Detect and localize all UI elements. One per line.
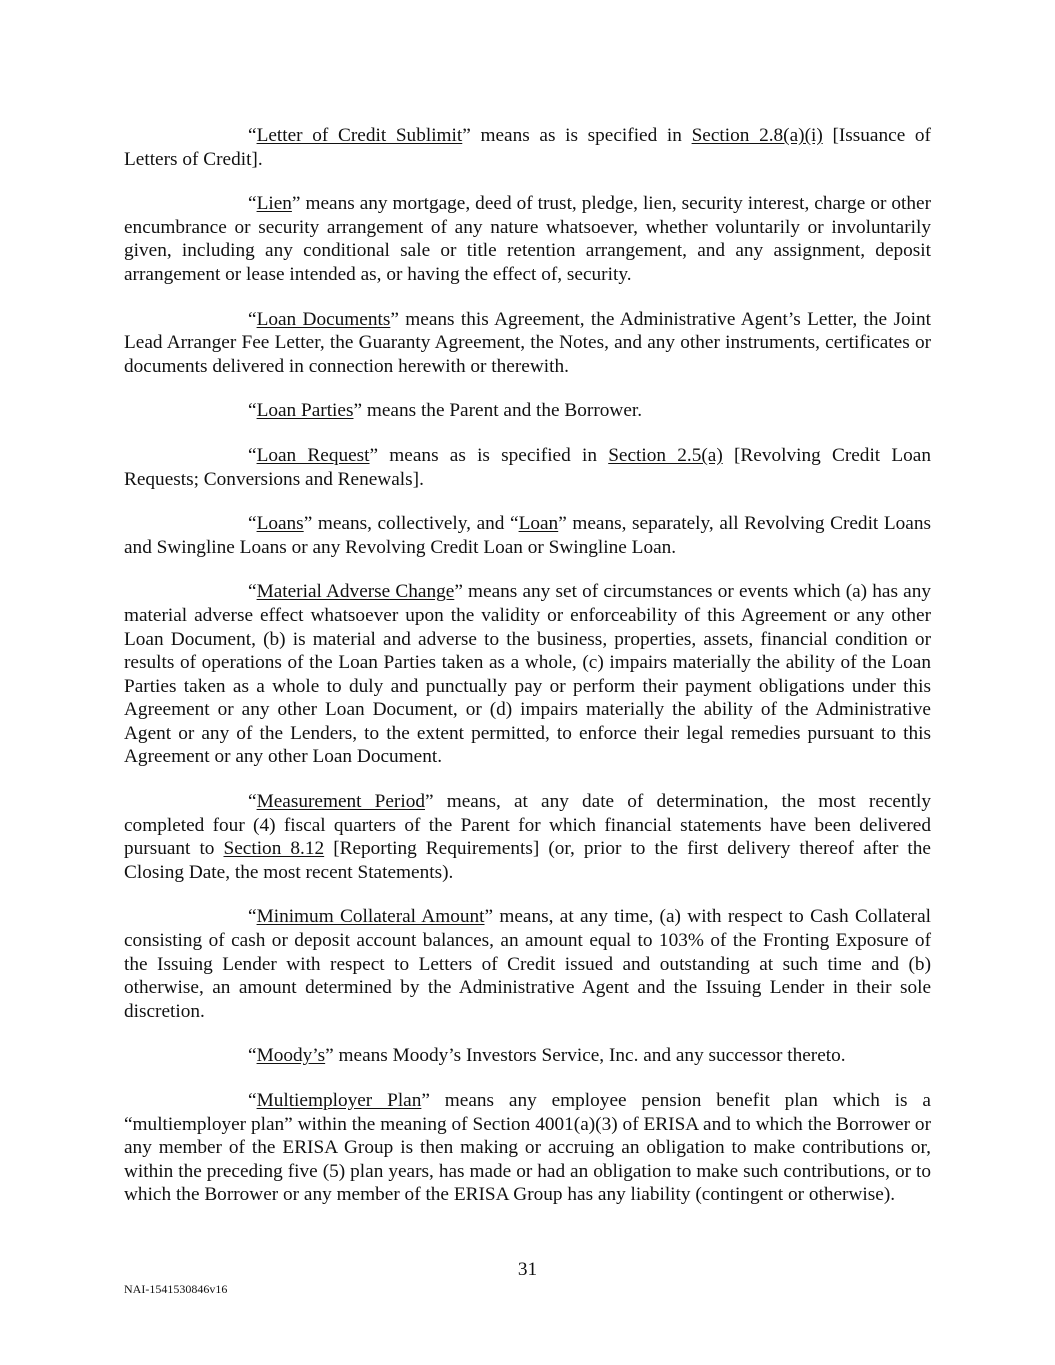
defined-term: Minimum Collateral Amount <box>256 906 485 928</box>
defined-term: Letter of Credit Sublimit <box>256 125 463 146</box>
definition-text: ” means any mortgage, deed of trust, pledge, lien, security interest, charge or other encumbrance or security arrangement of any nature whatsoever, whether voluntarily or involuntarily given, including any conditional sale or title retention arrangement, and any assignment, deposit arrangement or lease intended as, or having the effect of, security. <box>124 193 931 285</box>
definition-text: ” means, collectively, and “ <box>303 513 519 535</box>
defined-term: Multiemployer Plan <box>256 1090 422 1111</box>
definition-paragraph <box>124 444 931 491</box>
definition-text: “ <box>248 906 257 928</box>
defined-term: Loan <box>518 513 559 535</box>
definition-text: ” means this Agreement, the Administrative Agent’s Letter, the Joint Lead Arranger Fee Letter, the Guaranty Agreement, the Notes, and any other instruments, certificates or documents delivered in connection herewith or therewith. <box>124 308 931 377</box>
defined-term: Section 2.5(a) <box>608 444 723 466</box>
definition-paragraph <box>124 399 931 423</box>
definition-text: “ <box>248 1045 257 1067</box>
defined-term: Loan Documents <box>256 308 391 330</box>
definition-paragraph <box>124 124 931 171</box>
defined-term: Moody’s <box>256 1045 326 1067</box>
definition-text: “ <box>248 125 257 146</box>
definition-paragraph <box>124 790 931 884</box>
definition-text: “ <box>248 400 257 422</box>
defined-term: Loan Parties <box>256 400 354 422</box>
definition-text: ” means, at any date of determination, the most recently completed four (4) fiscal quarters of the Parent for which financial statements have been delivered pursuant to <box>124 791 931 860</box>
definition-text: [Reporting Requirements] (or, prior to the first delivery thereof after the Closing Date, the most recent Statements). <box>124 838 931 883</box>
defined-term: Section 2.8(a)(i) <box>691 125 823 146</box>
defined-term: Loans <box>256 513 304 535</box>
definition-text: ” means as is specified in <box>462 125 692 146</box>
definition-paragraph <box>124 192 931 286</box>
definition-paragraph <box>124 512 931 559</box>
defined-term: Lien <box>256 193 292 215</box>
definition-text: ” means Moody’s Investors Service, Inc. and any successor thereto. <box>325 1045 846 1067</box>
definition-text: [Issuance of Letters of Credit]. <box>124 125 931 170</box>
document-body <box>124 124 931 1228</box>
defined-term: Measurement Period <box>256 791 425 813</box>
definitions-list <box>124 124 931 1207</box>
definition-text: “ <box>248 444 257 466</box>
definition-text: ” means any set of circumstances or events which (a) has any material adverse effect whatsoever upon the validity or enforceability of this Agreement or any other Loan Document, (b) is material and adverse to the business, properties, assets, financial condition or results of operations of the Loan Parties taken as a whole, (c) impairs materially the ability of the Loan Parties taken as a whole to duly and punctually pay or perform their payment obligations under this Agreement or any other Loan Document, or (d) impairs materially the ability of the Administrative Agent or any of the Lenders, to the extent permitted, to enforce their legal remedies pursuant to this Agreement or any other Loan Document. <box>124 581 932 768</box>
definition-text: “ <box>248 581 257 603</box>
definition-paragraph <box>124 580 931 769</box>
defined-term: Section 8.12 <box>223 838 325 860</box>
definition-paragraph <box>124 1089 931 1207</box>
definition-paragraph <box>124 1044 931 1068</box>
definition-text: ” means as is specified in <box>369 444 609 466</box>
definition-text: “ <box>248 513 257 535</box>
page-number: 31 <box>517 1259 538 1280</box>
definition-text: “ <box>248 791 257 813</box>
definition-paragraph <box>124 308 931 379</box>
document-id: NAI-1541530846v16 <box>124 1282 228 1296</box>
definition-text: “ <box>248 193 257 215</box>
defined-term: Material Adverse Change <box>256 581 455 603</box>
definition-paragraph <box>124 905 931 1023</box>
definition-text: [Revolving Credit Loan Requests; Conversions and Renewals]. <box>124 444 931 490</box>
definition-text: “ <box>248 308 257 330</box>
definition-text: ” means, separately, all Revolving Credit Loans and Swingline Loans or any Revolving Credit Loan or Swingline Loan. <box>124 513 931 558</box>
definition-text: ” means any employee pension benefit plan which is a “multiemployer plan” within the meaning of Section 4001(a)(3) of ERISA and to which the Borrower or any member of the ERISA Group is then making or accruing an obligation to make contributions or, within the preceding five (5) plan years, has made or had an obligation to make such contributions, or to which the Borrower or any member of the ERISA Group has any liability (contingent or otherwise). <box>124 1090 931 1206</box>
definition-text: “ <box>248 1090 257 1111</box>
definition-text: ” means, at any time, (a) with respect to Cash Collateral consisting of cash or deposit account balances, an amount equal to 103% of the Fronting Exposure of the Issuing Lender with respect to Letters of Credit issued and outstanding at such time and (b) otherwise, an amount determined by the Administrative Agent and the Issuing Lender in their sole discretion. <box>124 906 932 1022</box>
defined-term: Loan Request <box>256 444 370 466</box>
definition-text: ” means the Parent and the Borrower. <box>353 400 643 422</box>
